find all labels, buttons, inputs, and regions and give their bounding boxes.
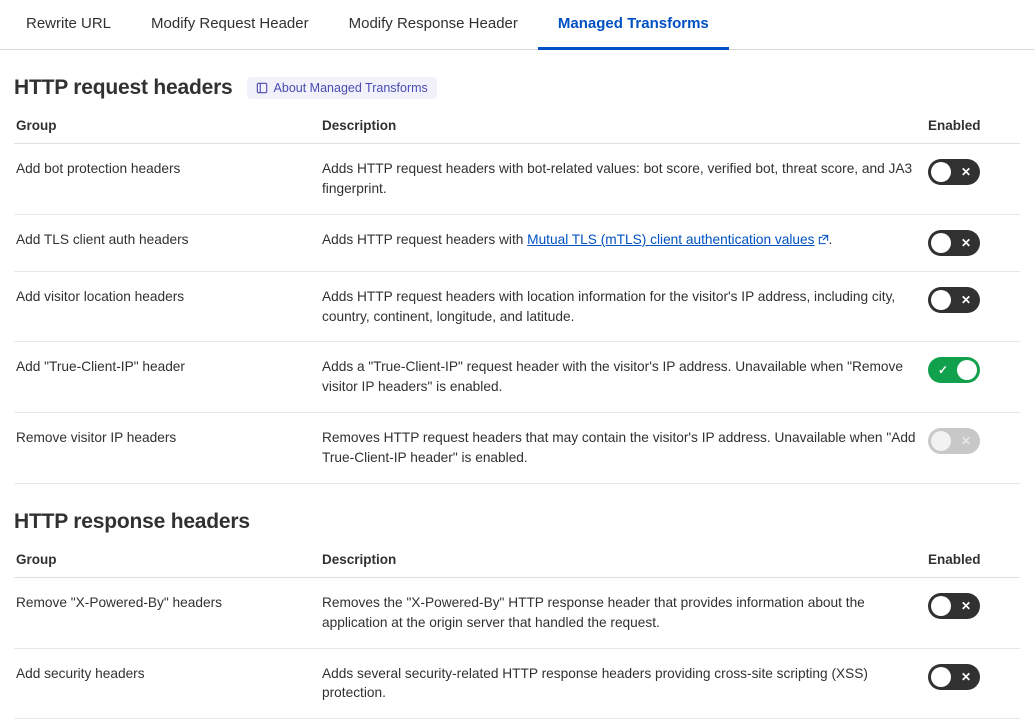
column-header-description: Description — [320, 114, 926, 144]
row-group-label: Add visitor location headers — [14, 271, 320, 342]
table-row — [14, 648, 1020, 719]
row-toggle-cell — [926, 214, 1020, 271]
tab-label: Managed Transforms — [557, 15, 709, 32]
tab-bar — [0, 0, 1034, 50]
tab-rewrite-url[interactable] — [6, 0, 131, 50]
toggle-mark: ✓ — [938, 363, 949, 378]
mtls-documentation-link[interactable] — [527, 232, 814, 247]
column-header-enabled: Enabled — [926, 548, 1020, 578]
row-group-label: Remove "X-Powered-By" headers — [14, 577, 320, 648]
enabled-toggle-tls-client-auth[interactable] — [928, 230, 980, 256]
description-text-before: Adds HTTP request headers with — [322, 231, 528, 247]
toggle-mark: ✕ — [960, 235, 971, 250]
about-pill-label: About Managed Transforms — [273, 81, 428, 95]
toggle-knob — [931, 290, 951, 310]
column-header-group: Group — [14, 114, 320, 144]
row-group-label: Add "True-Client-IP" header — [14, 342, 320, 413]
table-header-row — [14, 114, 1020, 144]
table-row — [14, 214, 1020, 271]
toggle-mark: ✕ — [960, 292, 971, 307]
request-section-header — [14, 76, 1020, 100]
table-row — [14, 577, 1020, 648]
toggle-knob — [931, 233, 951, 253]
column-header-enabled: Enabled — [926, 114, 1020, 144]
tab-label: Rewrite URL — [26, 15, 112, 32]
tab-label: Modify Response Header — [348, 15, 518, 32]
enabled-toggle-remove-visitor-ip — [928, 428, 980, 454]
about-managed-transforms-button[interactable] — [247, 77, 437, 99]
row-description: Removes the "X-Powered-By" HTTP response header that provides information about the application at the origin server that handled the request. — [320, 577, 926, 648]
toggle-knob — [931, 667, 951, 687]
row-toggle-cell — [926, 271, 1020, 342]
enabled-toggle-remove-x-powered-by[interactable] — [928, 593, 980, 619]
link-text: Mutual TLS (mTLS) client authentication values — [527, 231, 815, 247]
row-group-label: Add bot protection headers — [14, 144, 320, 215]
table-row — [14, 342, 1020, 413]
column-header-description: Description — [320, 548, 926, 578]
toggle-knob — [957, 360, 977, 380]
toggle-knob — [931, 431, 951, 451]
toggle-mark: ✕ — [960, 434, 971, 449]
table-row — [14, 413, 1020, 484]
enabled-toggle-visitor-location[interactable] — [928, 287, 980, 313]
row-group-label: Add security headers — [14, 648, 320, 719]
external-link-icon — [818, 231, 829, 251]
tab-managed-transforms[interactable] — [538, 0, 729, 50]
description-text-after: . — [828, 231, 833, 247]
column-header-group: Group — [14, 548, 320, 578]
book-icon — [256, 82, 268, 94]
tab-modify-request-header[interactable] — [131, 0, 329, 50]
row-description: Adds several security-related HTTP response headers providing cross-site scripting (XSS) protection. — [320, 648, 926, 719]
row-description: Removes HTTP request headers that may contain the visitor's IP address. Unavailable when "Add True-Client-IP header" is enabled. — [320, 413, 926, 484]
toggle-knob — [931, 596, 951, 616]
toggle-mark: ✕ — [960, 165, 971, 179]
table-row — [14, 271, 1020, 342]
response-headers-table — [14, 548, 1020, 719]
row-group-label: Add TLS client auth headers — [14, 214, 320, 271]
response-section-title: HTTP response headers — [14, 509, 250, 533]
enabled-toggle-true-client-ip[interactable] — [928, 357, 980, 383]
enabled-toggle-bot-protection[interactable] — [928, 159, 980, 185]
row-toggle-cell — [926, 577, 1020, 648]
toggle-knob — [931, 162, 951, 182]
http-response-headers-section — [0, 510, 1034, 719]
table-header-row — [14, 548, 1020, 578]
page-title: HTTP request headers — [14, 76, 233, 99]
row-toggle-cell — [926, 144, 1020, 215]
row-description: Adds a "True-Client-IP" request header with the visitor's IP address. Unavailable when "Remove visitor IP headers" is enabled. — [320, 342, 926, 413]
row-toggle-cell — [926, 648, 1020, 719]
tab-modify-response-header[interactable] — [329, 0, 538, 50]
row-group-label: Remove visitor IP headers — [14, 413, 320, 484]
toggle-mark: ✕ — [960, 598, 971, 613]
table-row — [14, 144, 1020, 215]
request-headers-table — [14, 114, 1020, 484]
response-section-header — [14, 510, 1020, 534]
row-toggle-cell — [926, 413, 1020, 484]
row-description: Adds HTTP request headers with bot-related values: bot score, verified bot, threat score, and JA3 fingerprint. — [320, 144, 926, 215]
http-request-headers-section — [0, 76, 1034, 484]
row-description — [320, 214, 926, 271]
enabled-toggle-add-security-headers[interactable] — [928, 664, 980, 690]
row-description: Adds HTTP request headers with location information for the visitor's IP address, including city, country, continent, longitude, and latitude. — [320, 271, 926, 342]
tab-label: Modify Request Header — [151, 15, 309, 32]
row-toggle-cell — [926, 342, 1020, 413]
toggle-mark: ✕ — [960, 669, 971, 684]
